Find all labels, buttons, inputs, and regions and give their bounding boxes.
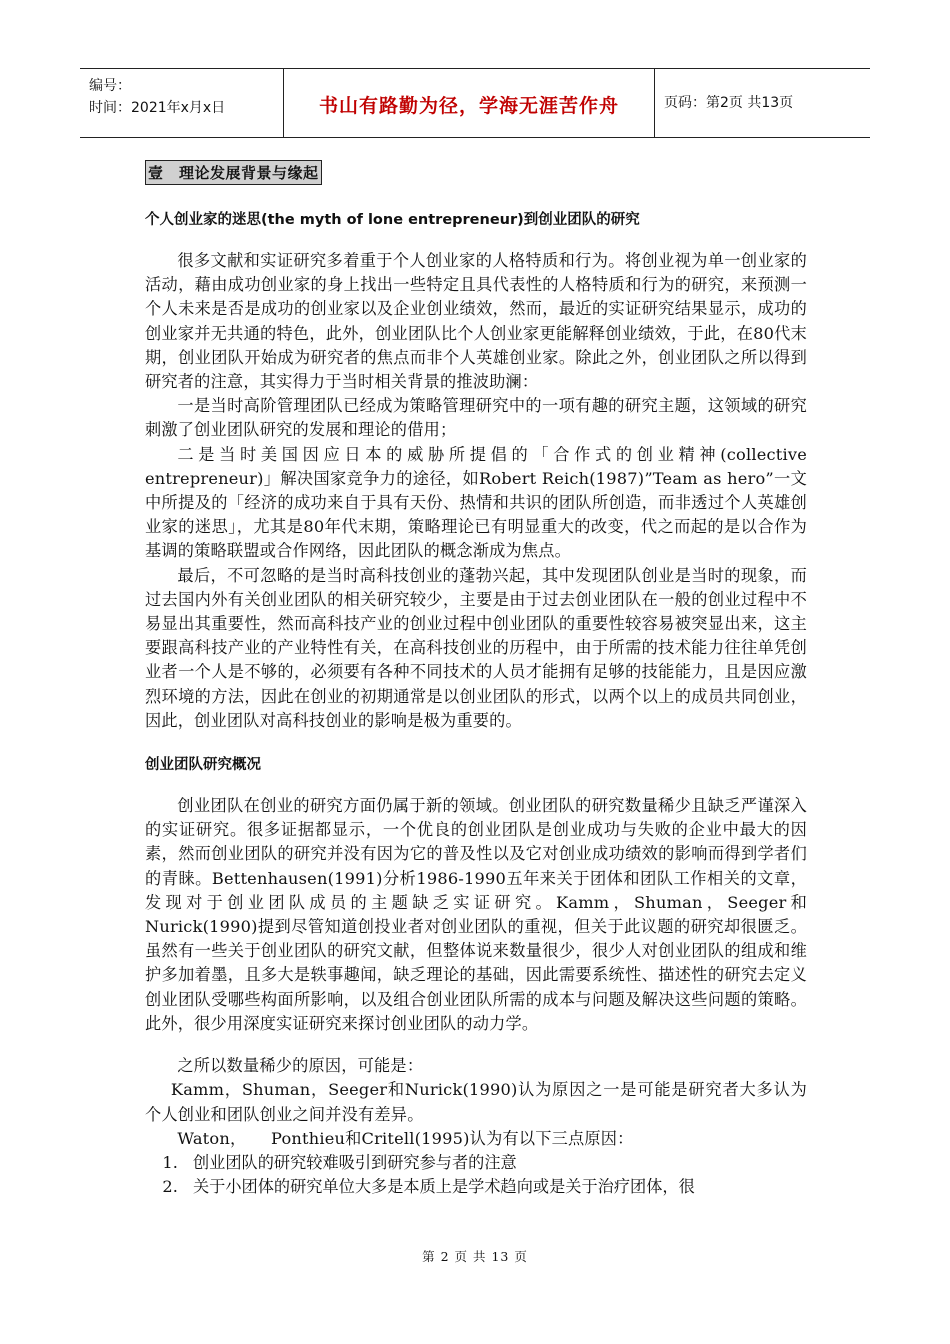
paragraph: 创业团队在创业的研究方面仍属于新的领域。创业团队的研究数量稀少且缺乏严谨深入的实证研究。很多证据都显示，一个优良的创业团队是创业成功与失败的企业中最大的因素，然而创业团队的研究并没有因为它的普及性以及它对创业成功绩效的影响而得到学者们的青睐。Bettenhausen(1991)分析1986-1990五年来关于团体和团队工作相关的文章，发现对于创业团队成员的主题缺乏实证研究。Kamm，Shuman，Seeger和Nurick(1990)提到尽管知道创投业者对创业团队的重视，但关于此议题的研究却很匮乏。虽然有一些关于创业团队的研究文献，但整体说来数量很少，很少人对创业团队的组成和维护多加着墨，且多大是轶事趣闻，缺乏理论的基础，因此需要系统性、描述性的研究去定义创业团队受哪些构面所影响，以及组合创业团队所需的成本与问题及解决这些问题的策略。此外，很少用深度实证研究来探讨创业团队的动力学。 [145,796,807,1033]
subsection-title-1: 个人创业家的迷思(the myth of lone entrepreneur)到创业团队的研究 [145,212,640,228]
page-footer: 第 2 页 共 13 页 [422,1249,528,1264]
paragraph: 很多文献和实证研究多着重于个人创业家的人格特质和行为。将创业视为单一创业家的活动，藉由成功创业家的身上找出一些特定且具代表性的人格特质和行为的研究，来预测一个人未来是否是成功的创业家以及企业创业绩效，然而，最近的实证研究结果显示，成功的创业家并无共通的特色，此外，创业团队比个人创业家更能解释创业绩效，于此，在80代末期，创业团队开始成为研究者的焦点而非个人英雄创业家。除此之外，创业团队之所以得到研究者的注意，其实得力于当时相关背景的推波助澜： [145,251,807,392]
subsection-title-2: 创业团队研究概况 [145,757,261,774]
list-item: 1. 创业团队的研究较难吸引到研究参与者的注意 [183,1151,807,1175]
document-body [145,160,807,1199]
paragraph: 一是当时高阶管理团队已经成为策略管理研究中的一项有趣的研究主题，这领域的研究刺激了创业团队研究的发展和理论的借用； [145,396,807,440]
header-table [80,68,870,138]
time-label: 时间：2021年x月x日 [89,100,226,116]
header-left-cell [80,69,283,137]
reasons-intro: 之所以数量稀少的原因，可能是： [177,1056,424,1076]
header-motto-cell [283,69,655,137]
page-info: 页码：第2页 共13页 [664,95,794,111]
paragraph: 最后，不可忽略的是当时高科技创业的蓬勃兴起，其中发现团队创业是当时的现象，而过去国内外有关创业团队的相关研究较少，主要是由于过去创业团队在一般的创业过程中不易显出其重要性，然而高科技产业的创业过程中创业团队的重要性较容易被突显出来，这主要跟高科技产业的产业特性有关，在高科技创业的历程中，由于所需的技术能力往往单凭创业者一个人是不够的，必须要有各种不同技术的人员才能拥有足够的技能能力，且是因应激烈环境的方法，因此在创业的初期通常是以创业团队的形式，以两个以上的成员共同创业，因此，创业团队对高科技创业的影响是极为重要的。 [145,565,807,730]
header-page-cell [655,69,870,137]
waton-line: Waton， Ponthieu和Critell(1995)认为有以下三点原因： [177,1128,634,1148]
motto-text: 书山有路勤为径，学海无涯苦作舟 [318,95,619,117]
list-item: 2. 关于小团体的研究单位大多是本质上是学术趋向或是关于治疗团体，很 [183,1175,807,1199]
kamm-line: Kamm，Shuman，Seeger和Nurick(1990)认为原因之一是可能是研究者大多认为个人创业和团队创业之间并没有差异。 [145,1080,807,1124]
paragraph: 二是当时美国因应日本的威胁所提倡的「合作式的创业精神(collective entrepreneur)」解决国家竞争力的途径，如Robert Reich(1987)”Team as hero”一文中所提及的「经济的成功来自于具有天份、热情和共识的团队所创造，而非透过个人英雄创业家的迷思」，尤其是80年代末期，策略理论已有明显重大的改变，代之而起的是以合作为基调的策略联盟或合作网络，因此团队的概念渐成为焦点。 [145,444,807,561]
section-title: 壹 理论发展背景与缘起 [145,160,322,185]
reasons-list [145,1151,807,1199]
number-label: 编号： [89,78,131,94]
